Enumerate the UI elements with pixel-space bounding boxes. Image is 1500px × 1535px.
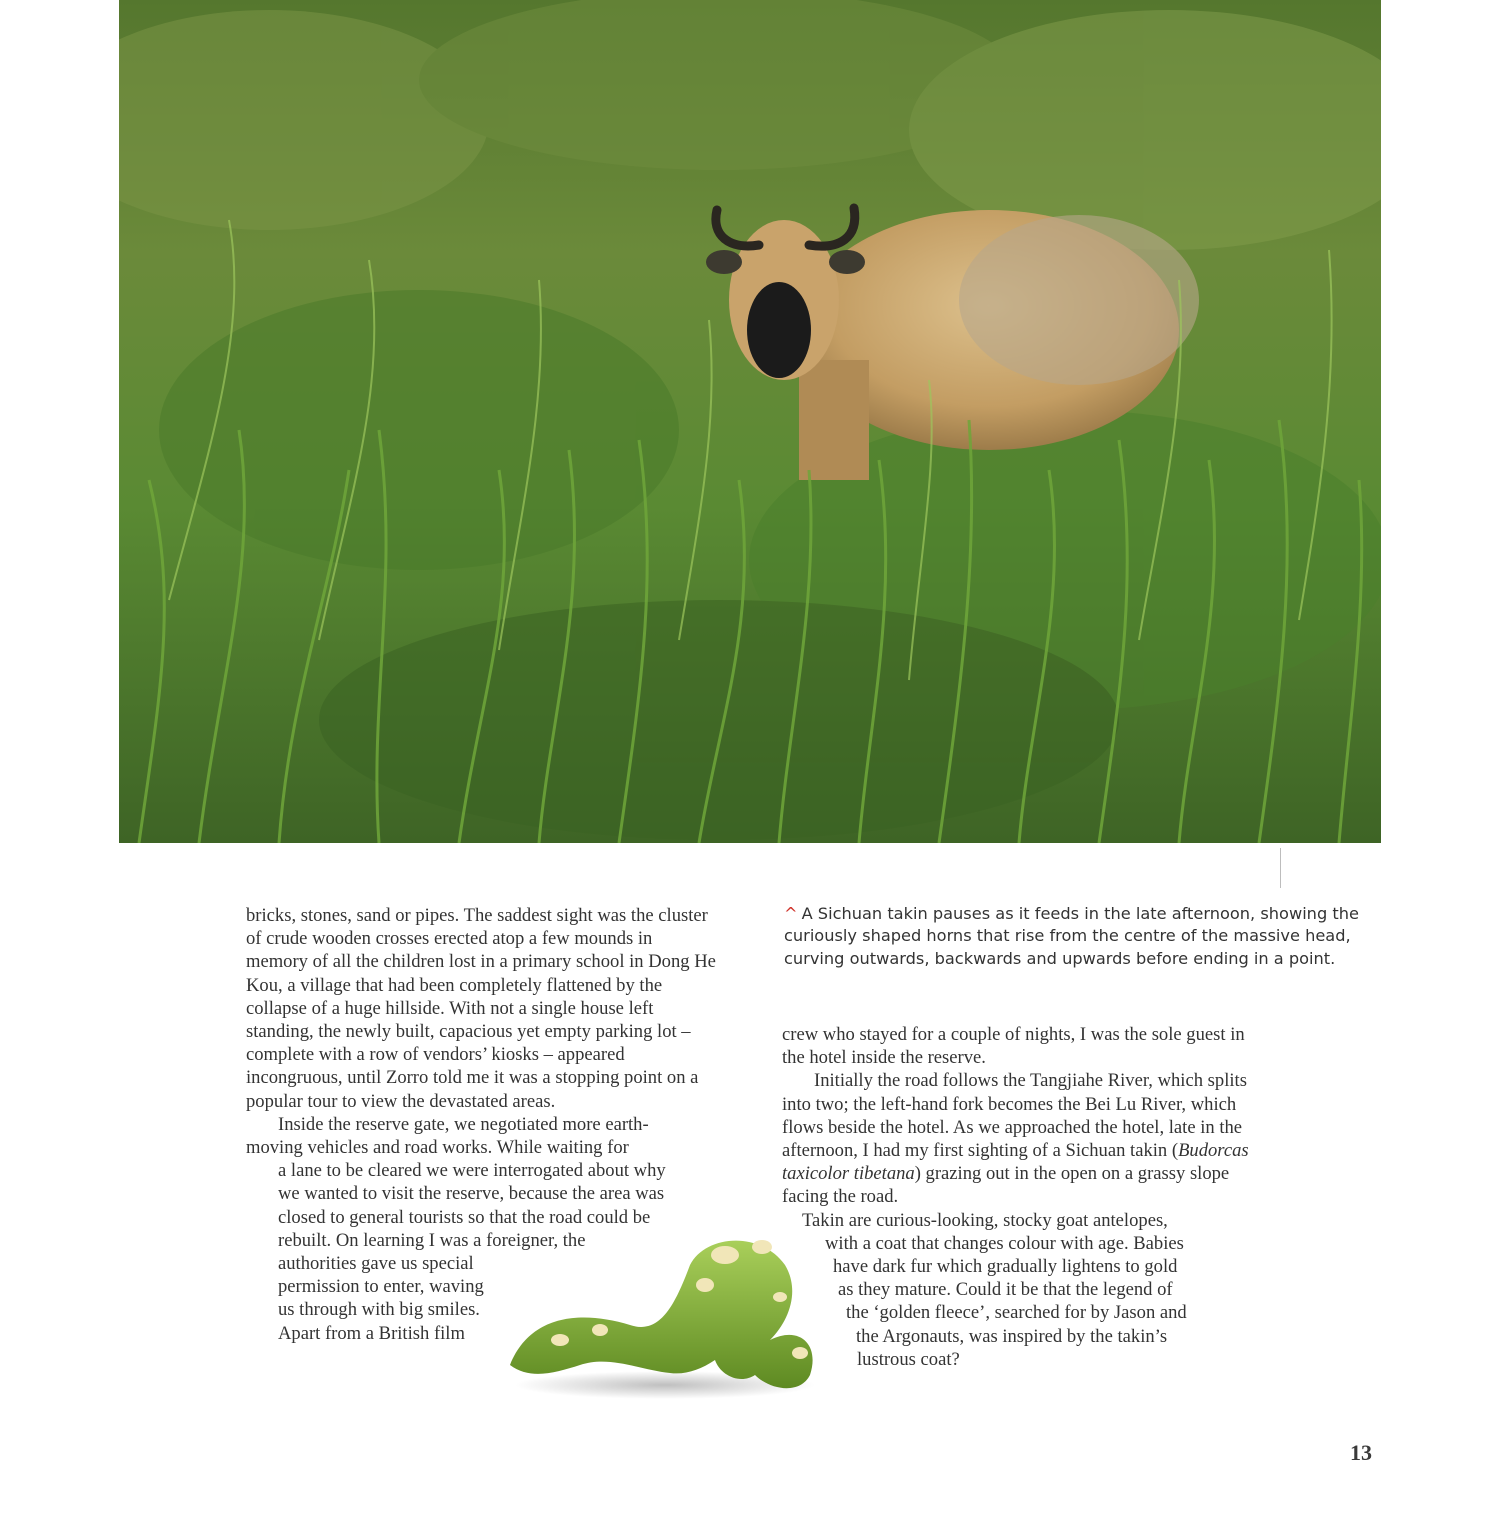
takin-in-grass-photo — [119, 0, 1381, 843]
text-line: authorities gave us special — [278, 1253, 474, 1275]
page-number: 13 — [1350, 1440, 1372, 1465]
right-paragraph-3 — [802, 1209, 1257, 1371]
text-line: rebuilt. On learning I was a foreigner, the — [278, 1229, 586, 1251]
left-paragraph-1: bricks, stones, sand or pipes. The saddest sight was the cluster of crude wooden crosses erected atop a few mounds in memory of all the children lost in a primary school in Dong He Kou, a village that had been completely flattened by the collapse of a huge hillside. With not a single house left standing, the newly built, capacious yet empty parking lot – complete with a row of vendors’ kiosks – appeared incongruous, until Zorro told me it was a stopping point on a popular tour to view the devastated areas. — [246, 905, 716, 1112]
text-line: a lane to be cleared we were interrogated about why — [278, 1160, 666, 1182]
text-line: we wanted to visit the reserve, because the area was — [278, 1183, 665, 1205]
caterpillar-icon — [500, 1225, 830, 1405]
text-line: moving vehicles and road works. While waiting for — [246, 1137, 629, 1159]
text-line: Inside the reserve gate, we negotiated more earth- — [278, 1113, 649, 1135]
caption-arrow-icon: ^ — [784, 904, 798, 923]
photo-caption — [784, 903, 1364, 970]
caption-text: A Sichuan takin pauses as it feeds in the late afternoon, showing the curiously shaped horns that rise from the centre of the massive head, curving outwards, backwards and upwards before ending in a point. — [784, 904, 1359, 968]
text-line: Takin are curious-looking, stocky goat antelopes, — [802, 1209, 1168, 1231]
right-column — [782, 1023, 1257, 1371]
right-paragraph-1: crew who stayed for a couple of nights, I was the sole guest in the hotel inside the reserve. — [782, 1024, 1245, 1069]
text-line: have dark fur which gradually lightens to gold — [833, 1256, 1178, 1278]
paragraph-text: Initially the road follows the Tangjiahe River, which splits into two; the left-hand fork becomes the Bei Lu River, which flows beside the hotel. As we approached the hotel, late in the afternoon, I had my first sighting of a Sichuan takin ( — [782, 1070, 1247, 1162]
text-line: closed to general tourists so that the road could be — [278, 1206, 651, 1228]
text-line: permission to enter, waving — [278, 1276, 484, 1298]
text-line: as they mature. Could it be that the legend of — [838, 1279, 1173, 1301]
text-line: the ‘golden fleece’, searched for by Jason and — [846, 1302, 1187, 1324]
text-line: with a coat that changes colour with age. Babies — [825, 1232, 1184, 1254]
text-line: us through with big smiles. — [278, 1299, 480, 1321]
paragraph-text: ) grazing out in the open on a grassy slope facing the road. — [782, 1163, 1230, 1208]
right-paragraph-2 — [782, 1069, 1257, 1208]
takin-photo — [119, 0, 1381, 843]
gutter-line — [1280, 848, 1281, 888]
species-name: Budorcas taxicolor tibetana — [782, 1140, 1249, 1185]
text-line: the Argonauts, was inspired by the takin’s — [856, 1325, 1168, 1347]
text-line: lustrous coat? — [857, 1348, 960, 1370]
text-line: Apart from a British film — [278, 1322, 465, 1344]
caterpillar-illustration — [500, 1225, 830, 1405]
